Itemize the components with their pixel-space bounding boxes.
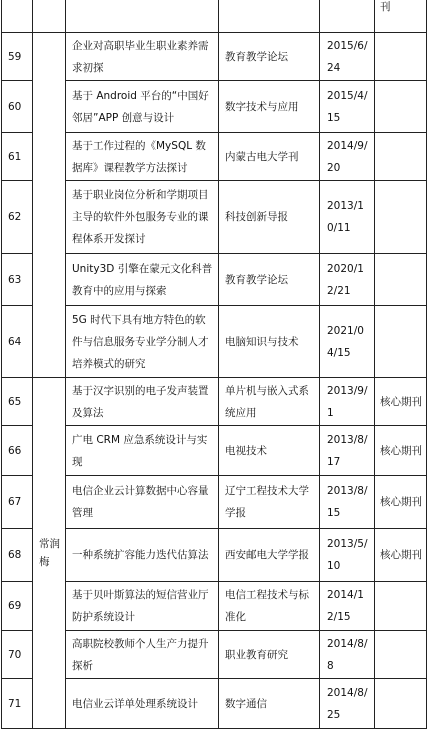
publish-date: 2014/8/25	[320, 679, 375, 729]
publish-date: 2015/4/15	[320, 81, 375, 133]
table-row	[2, 81, 427, 133]
journal-name: 电视技术	[219, 426, 320, 476]
table-row	[2, 181, 427, 254]
paper-title: 高职院校教师个人生产力提升探析	[66, 631, 219, 679]
note-cell	[375, 181, 427, 254]
row-number: 69	[2, 582, 33, 631]
journal-name: 单片机与嵌入式系统应用	[219, 378, 320, 426]
publish-date: 2013/9/1	[320, 378, 375, 426]
journal-name: 辽宁工程技术大学学报	[219, 476, 320, 529]
journal-name: 科技创新导报	[219, 181, 320, 254]
journal-name: 电脑知识与技术	[219, 306, 320, 378]
publish-date	[320, 0, 375, 33]
table-row	[2, 306, 427, 378]
author-cell: 常润梅	[33, 378, 66, 729]
journal-name	[219, 0, 320, 33]
note-cell	[375, 631, 427, 679]
note-cell	[375, 306, 427, 378]
row-number: 62	[2, 181, 33, 254]
note-cell	[375, 679, 427, 729]
table-row	[2, 133, 427, 181]
row-number: 70	[2, 631, 33, 679]
journal-name: 西安邮电大学学报	[219, 529, 320, 582]
journal-name: 内蒙古电大学刊	[219, 133, 320, 181]
publish-date: 2020/12/21	[320, 254, 375, 306]
row-number: 68	[2, 529, 33, 582]
row-number: 66	[2, 426, 33, 476]
publish-date: 2014/12/15	[320, 582, 375, 631]
row-number	[2, 0, 33, 33]
note-cell: 核心期刊	[375, 378, 427, 426]
publish-date: 2013/5/10	[320, 529, 375, 582]
paper-title: 一种系统扩容能力迭代估算法	[66, 529, 219, 582]
note-cell	[375, 254, 427, 306]
publish-date: 2014/8/8	[320, 631, 375, 679]
row-number: 65	[2, 378, 33, 426]
journal-name: 教育教学论坛	[219, 33, 320, 81]
paper-title: 基于汉字识别的电子发声装置及算法	[66, 378, 219, 426]
paper-title: 电信业云详单处理系统设计	[66, 679, 219, 729]
paper-title: 广电 CRM 应急系统设计与实现	[66, 426, 219, 476]
paper-title: Unity3D 引擎在蒙元文化科普教育中的应用与探索	[66, 254, 219, 306]
table-row	[2, 378, 427, 426]
row-number: 64	[2, 306, 33, 378]
table-row	[2, 33, 427, 81]
row-number: 59	[2, 33, 33, 81]
paper-title: 基于 Android 平台的“中国好邻居”APP 创意与设计	[66, 81, 219, 133]
paper-title	[66, 0, 219, 33]
paper-title: 电信企业云计算数据中心容量管理	[66, 476, 219, 529]
note-cell: 刊	[375, 0, 427, 33]
publish-date: 2013/8/17	[320, 426, 375, 476]
row-number: 60	[2, 81, 33, 133]
table-row	[2, 476, 427, 529]
row-number: 63	[2, 254, 33, 306]
row-number: 61	[2, 133, 33, 181]
note-cell: 核心期刊	[375, 426, 427, 476]
publish-date: 2014/9/20	[320, 133, 375, 181]
publish-date: 2013/8/15	[320, 476, 375, 529]
note-cell: 核心期刊	[375, 476, 427, 529]
table-row	[2, 529, 427, 582]
note-cell	[375, 81, 427, 133]
table-row	[2, 582, 427, 631]
note-cell	[375, 33, 427, 81]
table-row	[2, 254, 427, 306]
paper-title: 基于贝叶斯算法的短信营业厅防护系统设计	[66, 582, 219, 631]
note-cell: 核心期刊	[375, 529, 427, 582]
journal-name: 数字通信	[219, 679, 320, 729]
paper-title: 基于职业岗位分析和学期项目主导的软件外包服务专业的课程体系开发探讨	[66, 181, 219, 254]
journal-name: 电信工程技术与标准化	[219, 582, 320, 631]
table-row	[2, 631, 427, 679]
table-row	[2, 679, 427, 729]
publish-date: 2015/6/24	[320, 33, 375, 81]
publish-date: 2021/04/15	[320, 306, 375, 378]
note-cell	[375, 133, 427, 181]
publication-table	[1, 0, 427, 729]
row-number: 71	[2, 679, 33, 729]
table-row	[2, 0, 427, 33]
journal-name: 职业教育研究	[219, 631, 320, 679]
row-number: 67	[2, 476, 33, 529]
note-cell	[375, 582, 427, 631]
paper-title: 5G 时代下具有地方特色的软件与信息服务专业学分制人才培养模式的研究	[66, 306, 219, 378]
journal-name: 数字技术与应用	[219, 81, 320, 133]
paper-title: 企业对高职毕业生职业素养需求初探	[66, 33, 219, 81]
journal-name: 教育教学论坛	[219, 254, 320, 306]
author-cell	[33, 33, 66, 378]
paper-title: 基于工作过程的《MySQL 数据库》课程教学方法探讨	[66, 133, 219, 181]
author-cell	[33, 0, 66, 33]
table-row	[2, 426, 427, 476]
publish-date: 2013/10/11	[320, 181, 375, 254]
